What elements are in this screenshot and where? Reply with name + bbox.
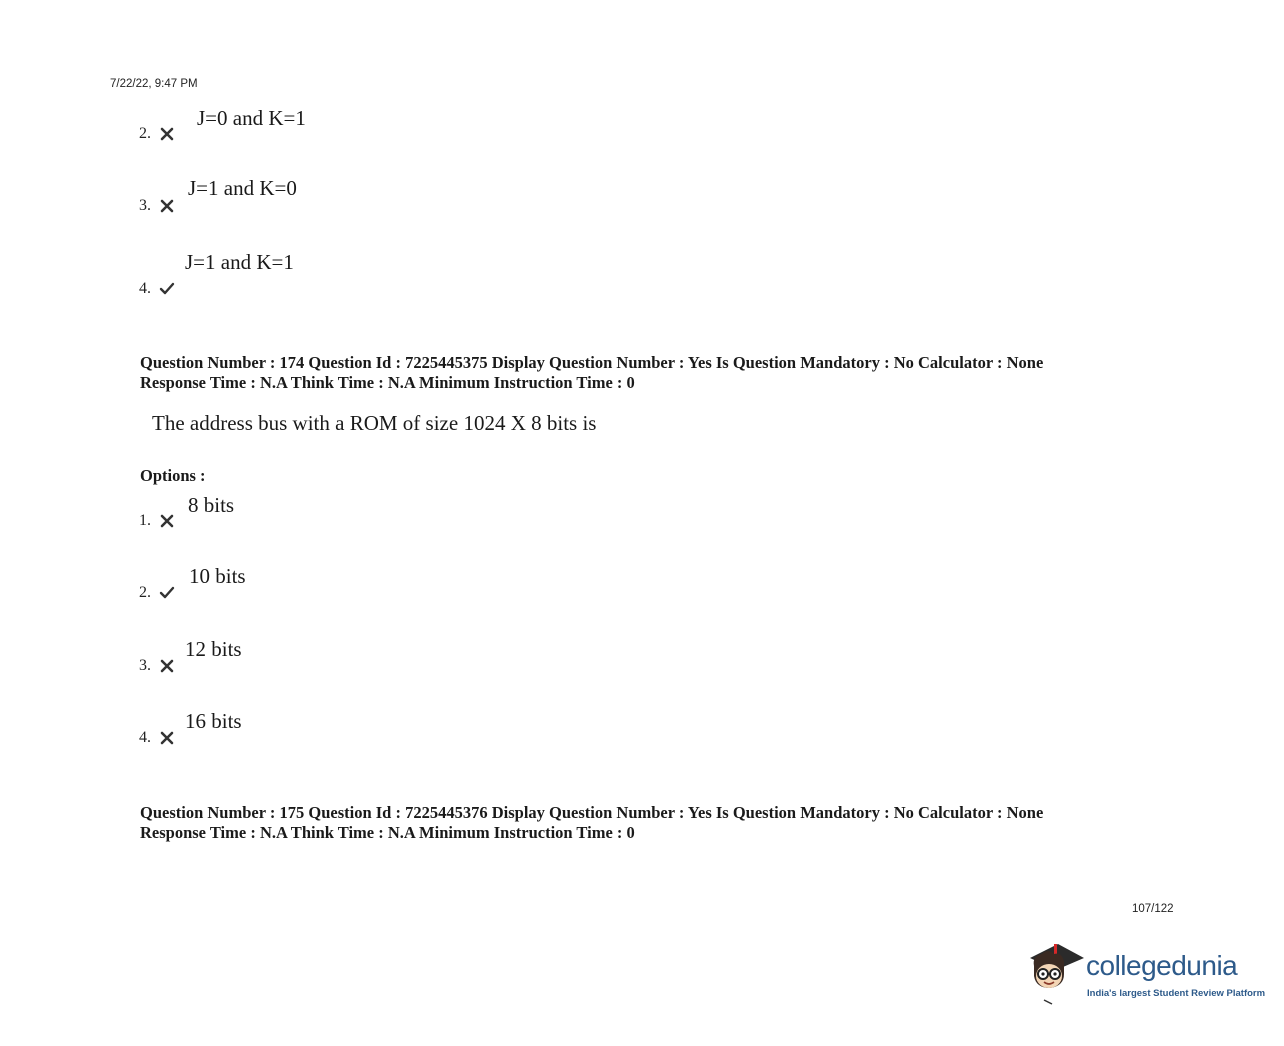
option-number: 4. <box>139 729 151 746</box>
option-text: 8 bits <box>188 493 235 517</box>
option-number-row <box>139 197 175 215</box>
check-icon <box>159 586 175 600</box>
cross-icon <box>159 731 175 745</box>
cross-icon <box>159 659 175 673</box>
question-meta <box>140 803 1043 842</box>
question-text: The address bus with a ROM of size 1024 X 8 bits is <box>152 411 597 435</box>
question-meta-line2: Response Time : N.A Think Time : N.A Minimum Instruction Time : 0 <box>140 822 635 842</box>
option-text: 12 bits <box>185 637 242 661</box>
cross-icon <box>159 514 175 528</box>
option-number-row <box>139 584 175 602</box>
option-number: 3. <box>139 197 151 214</box>
option-text: 16 bits <box>185 709 242 733</box>
option-text: J=1 and K=0 <box>188 176 297 200</box>
print-timestamp: 7/22/22, 9:47 PM <box>110 78 198 90</box>
option-number-row <box>139 729 175 747</box>
option-number-row <box>139 280 175 298</box>
option-text: J=0 and K=1 <box>197 106 306 130</box>
check-icon <box>159 282 175 296</box>
option-text: 10 bits <box>189 564 246 588</box>
option-number: 2. <box>139 125 151 142</box>
option-number: 4. <box>139 280 151 297</box>
option-number-row <box>139 125 175 143</box>
cross-icon <box>159 127 175 141</box>
question-meta-line2: Response Time : N.A Think Time : N.A Minimum Instruction Time : 0 <box>140 372 635 392</box>
option-number-row <box>139 657 175 675</box>
logo-tagline: India's largest Student Review Platform <box>1087 988 1266 999</box>
question-meta-line1: Question Number : 174 Question Id : 7225445375 Display Question Number : Yes Is Question Mandatory : No Calculator : None <box>140 353 1044 372</box>
question-meta-line1: Question Number : 175 Question Id : 7225445376 Display Question Number : Yes Is Question Mandatory : No Calculator : None <box>140 803 1044 822</box>
option-number: 1. <box>139 512 151 529</box>
option-number: 2. <box>139 584 151 601</box>
option-number: 3. <box>139 657 151 674</box>
options-label: Options : <box>140 466 206 485</box>
question-meta <box>140 353 1043 392</box>
logo-wordmark: collegedunia <box>1086 950 1238 981</box>
option-text: J=1 and K=1 <box>185 250 294 274</box>
page-number: 107/122 <box>1132 903 1174 915</box>
cross-icon <box>159 199 175 213</box>
collegedunia-logo-icon <box>1024 938 1086 1008</box>
option-number-row <box>139 512 175 530</box>
